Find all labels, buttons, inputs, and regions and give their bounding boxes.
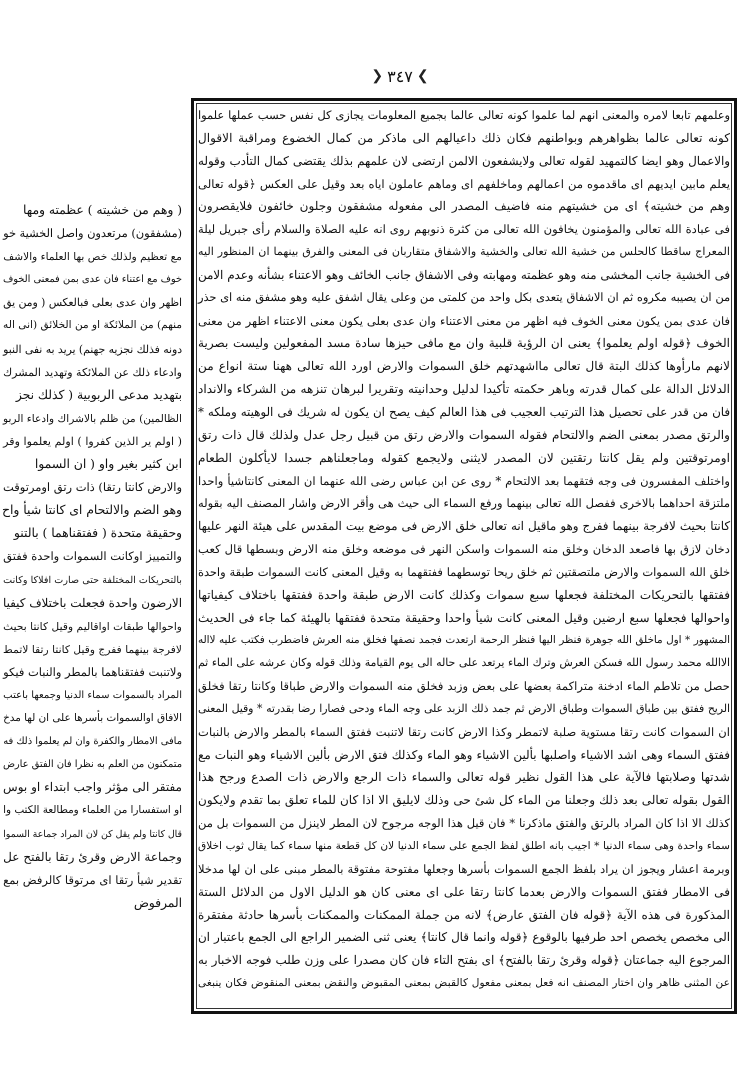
text-line: اومرتوقتين ولم يقل كانتا رتقتين لان المصدر لايثنى ولايجمع كقوله وماجعلناهم جسدا لايأكلون الطعام — [198, 450, 730, 465]
text-line: ابن كثير بغير واو ( ان السموا — [34, 457, 182, 472]
text-line: فان من قدر على تحصيل هذا الترتيب العجيب فى هذا العالم كيف يصح ان يكون له شريك فى الوهيته وملكه * — [198, 404, 730, 419]
page-number-value: ٣٤٧ — [387, 66, 413, 86]
text-line: والرتق مصدر بمعنى الضم والالتحام فقوله السموات والارض رتق من قبيل رجل عدل ولذلك قال ذات رتق — [198, 427, 730, 442]
text-line: ففتق السماء وهى اشد الاشياء واصلبها بألين الاشياء وهو الماء وكذلك فتق الارض بألين الاشياء وهو النبات مع — [198, 747, 730, 762]
text-line: وعلمهم تابعا لامره والمعنى انهم لما علموا كونه تعالى عالما بجميع المعلومات يجازى كل نفس حسب عملها علموا — [198, 108, 730, 122]
text-line: متمكنون من العلم به نظرا فان الفتق عارض — [3, 759, 182, 771]
text-line: سماء واحدة وهى سماء الدنيا * اجيب بانه اطلق لفظ الجمع على سماء الدنيا لان كل قطعة منها سماء كما يقال ثوب اخلاق — [198, 840, 730, 852]
text-line: كانتا بحيث لافرجة بينهما ففرج وهو ماقيل انه تعالى خلق الارض فى موضع بيت المقدس على هيئة النهر عليها — [198, 519, 730, 534]
text-line: المشهور * اول ماخلق الله جوهرة فنظر اليها فنظر الرحمة ارتعدت فجمد نصفها فخلق منه العرش فاضطرب فكتب عليه لااله — [198, 634, 730, 647]
text-line: الى مخصص يخصص احد طرفيها بالوقوع ﴿قوله وانما قال كانتا﴾ يعنى ثنى الضمير الراجع الى الجمع باعتبار ان — [198, 930, 730, 945]
text-line: ولاتنبت ففتقناهما بالمطر والنبات فيكو — [3, 664, 182, 679]
text-line: كذلك الا اذا كان المراد بالرتق والفتق ماذكرنا * فان قيل هذا الوجه مرجوح لان المطر لاينزل من السموات بل من — [198, 816, 730, 831]
text-line: وهو الضم والالتحام اى كانتا شيأ واح — [2, 503, 182, 518]
text-line: دخان لازق بها فاصعد الدخان وخلق منه السموات واسكن النهر فى موضعه وخلق منه الارض وبسطها قال كعب — [198, 542, 730, 557]
text-line: دونه فذلك نجزيه جهنم) يريد به نفى النبو — [3, 342, 182, 356]
text-line: وهم من خشيته﴾ اى من خشيتهم منه فاضيف المصدر الى مفعوله مشفقون وجلون خائفون فلايقصرون — [198, 199, 730, 214]
text-line: الظالمين) من ظلم بالاشراك وادعاء الربو — [2, 411, 182, 425]
text-line: اظهر وان عدى بعلى فبالعكس ( ومن يق — [3, 296, 182, 310]
text-line: الخوف ﴿قوله اولم يعلموا﴾ يعنى ان الرؤية قلبية وان مع مافى حيزها سادة مسد المفعولين وليست بصرية — [198, 336, 730, 351]
text-line: حصل من تلاطم الماء ادخنة متراكمة بعضها على بعض وزبد فخلق منه السموات والارض طباقا وكانتا رتقا فخلق — [198, 679, 730, 694]
text-line: مع تعظيم ولذلك خص بها العلماء والاشف — [3, 250, 182, 264]
text-line: واحوالها طبقات اواقاليم وقيل كانتا بحيث — [3, 619, 182, 633]
text-line: خلق الله السموات والارض ملتصقتين ثم خلق ريحا توسطهما ففتقهما به وقيل المعنى كانت السموات طبقة واحدة — [198, 564, 730, 579]
text-line: خوف مع اعتناء فان عدى بمن فمعنى الخوف — [3, 274, 182, 286]
text-line: فان عدى بمن يكون معنى الخوف فيه اظهر من معنى الاعتناء وان عدى بعلى يكون معنى الاعتناء اظهر من معنى — [198, 313, 730, 328]
text-line: بالتحريكات المختلفة حتى صارت افلاكا وكانت — [3, 574, 182, 586]
text-line: الافاق اوالسموات بأسرها على ان لها مدخ — [3, 712, 182, 725]
text-line: وجماعة الارض وقرئ رتقا بالفتح عل — [3, 849, 182, 864]
text-line: الارضون واحدة فجعلت باختلاف كيفيا — [2, 595, 182, 610]
text-line: ففتقها بالتحريكات المختلفة فجعلها سبع سموات وكذلك كانت الارض طبقة واحدة ففتقها باختلاف كيفياتها — [198, 587, 730, 602]
text-line: المرفوض — [133, 895, 182, 910]
text-line: واختلف المفسرون فى وجه فتقهما بعد الالتحام * روى عن ابن عباس رضى الله عنهما ان المعنى كانتاشيأ واحدا — [198, 473, 730, 488]
text-line: ( اولم ير الذين كفروا ) اولم يعلموا وقر — [3, 434, 182, 448]
text-line: والتمييز اوكانت السموات واحدة ففتق — [3, 549, 182, 564]
text-line: الدلائل الدالة على كمال قدرته وباهر حكمته تأكيدا لدليل وحدانيته وتقريرا لبرهان تنزهه من الشركاء والانداد — [198, 382, 730, 397]
text-line: وادعاء ذلك عن الملائكة وتهديد المشرك — [3, 365, 182, 379]
text-line: المراد بالسموات سماء الدنيا وجمعها باعتب — [3, 689, 182, 701]
margin-commentary — [0, 199, 182, 915]
text-line: (مشفقون) مرتعدون واصل الخشية خو — [3, 226, 182, 241]
text-line: فى الامطار ففتق السموات والارض بعدما كانتا رتقا على اى معنى كان هو الدليل الاول من الدلائل الستة — [198, 884, 730, 899]
text-line: فى الخشية جانب المخشى منه وهو عظمته ومهابته وفى الاشفاق جانب الخائف وهو الاعتناء بشأنه وعدم الامن — [198, 267, 730, 282]
text-line: وحقيقة متحدة ( ففتقناهما ) بالتنو — [13, 526, 182, 541]
text-line: فى عبادة الله تعالى والمؤمنون يخافون الله تعالى من كثرة ذنوبهم روى انه عليه الصلاة والسلام رأى جبريل ليلة — [198, 222, 730, 237]
text-line: لانهم مارأوها كذلك البتة قال تعالى مااشهدتهم خلق السموات والارض اورد الله تعالى ههنا ستة انواع من — [198, 359, 730, 374]
text-line: المذكورة فى هذه الآية ﴿قوله فان الفتق عارض﴾ لانه من جملة الممكنات والممكنات بأسرها حادثة مفتقرة — [198, 907, 730, 922]
text-line: المرجوع اليه جماعتان ﴿قوله وقرئ رتقا بالفتح﴾ اى بفتح التاء فان كان مصدرا على وزن طلب فوجه الاخبار به — [198, 953, 730, 968]
text-line: المعراج ساقطا كالحلس من خشية الله تعالى والخشية والاشفاق متقاربان فى المعنى والفرق بينهما ان المنظور اليه — [198, 245, 730, 259]
text-line: الريح ففتق بين طباق السموات وطباق الارض ثم جمد ذلك الزبد على وجه الماء ودحى فصارا رضا بقدرته * وقيل المعنى — [198, 701, 730, 715]
text-line: كونه تعالى عالما بظواهرهم وبواطنهم فكان ذلك داعيالهم الى ماذكر من كمال الخضوع ومراقبة الاقوال — [198, 130, 730, 145]
text-line: ( وهم من خشيته ) عظمته ومها — [23, 203, 182, 217]
text-line: ملتزقة احداهما بالاخرى ففصل الله تعالى بينهما ورفع السماء الى حيث هى وأقر الارض واشار المصنف اليه بقوله — [198, 496, 730, 511]
text-line: عن المثنى ظاهر وان اختار المصنف انه فعل بمعنى مفعول كالقبض بمعنى المقبوض والنقض بمعنى المنقوض فكان ينبغى — [198, 976, 730, 990]
text-line: منهم) من الملائكة او من الخلائق (انى اله — [3, 319, 182, 332]
main-commentary — [198, 104, 730, 995]
text-line: لافرجة بينهما ففرج وقيل كانتا رتقا لاتمط — [2, 642, 182, 656]
text-line: القول بقوله تعالى بعد ذلك وجعلنا من الماء كل شئ حى وذلك لايليق الا اذا كان للماء تعلق بما تقدم ولايكون — [198, 793, 730, 808]
ornament-right-icon: ❯ — [416, 68, 429, 84]
text-line: قال كانتا ولم يقل كن لان المراد جماعة السموا — [3, 828, 182, 840]
text-line: والارض كانتا رتقا) ذات رتق اومرتوقت — [3, 480, 182, 495]
text-line: من ان يصيبه مكروه ثم ان الاشفاق يتعدى بكل واحد من كلمتى من وعلى يقال اشفق عليه وهو مشفق منه اى حذر — [198, 290, 730, 304]
text-line: الاالله محمد رسول الله فسكن العرش وترك الماء يرتعد على حاله الى يوم القيامة وذلك قوله وكان عرشه على الماء ثم — [198, 656, 730, 670]
text-line: مافى الامطار والكفرة وان لم يعلموا ذلك فه — [3, 736, 182, 748]
text-line: شدتها وصلابتها فالآية على هذا القول نظير قوله تعالى والسماء ذات الرجع والارض ذات الصدع ورجح هذا — [198, 770, 730, 785]
text-line: وبرمة اعشار ويجوز ان يراد بلفظ الجمع السموات بأسرها وجعلها مفتوحة مفتوقة بالمطر مبنى على ان لها مدخلا — [198, 861, 730, 876]
text-line: ان السموات كانت رتقا مستوية صلبة لاتمطر وكذا الارض كانت رتقا لاتنبت ففتق السماء بالمطر والارض بالنبات — [198, 724, 730, 739]
ornament-left-icon: ❮ — [371, 68, 384, 84]
text-line: والاعمال وهو ايضا كالتمهيد لقوله تعالى ولايشفعون الالمن ارتضى لان علمهم بذلك يقتضى كمال التأدب وقوله — [198, 153, 730, 168]
text-line: يعلم مابين ايديهم اى ماقدموه من اعمالهم وماخلفهم اى وماهم عاملون اياه بعد وقيل على العكس ﴿قوله تعالى — [198, 176, 730, 191]
page-number — [355, 65, 445, 87]
text-line: او استفسارا من العلماء ومطالعة الكتب وا — [3, 804, 182, 817]
text-line: واحوالها فجعلها سبع ارضين وقيل المعنى كانت شيأ واحدا وحقيقة متحدة ففتقها بالهيئة كما جاء فى الحديث — [198, 610, 730, 625]
text-line: بتهديد مدعى الربوبية ( كذلك نجز — [15, 387, 182, 402]
text-line: تقدير شيأ رتقا اى مرتوقا كالرفض بمع — [3, 872, 182, 887]
text-line: مفتقر الى مؤثر واجب ابتداء او بوس — [3, 780, 182, 795]
